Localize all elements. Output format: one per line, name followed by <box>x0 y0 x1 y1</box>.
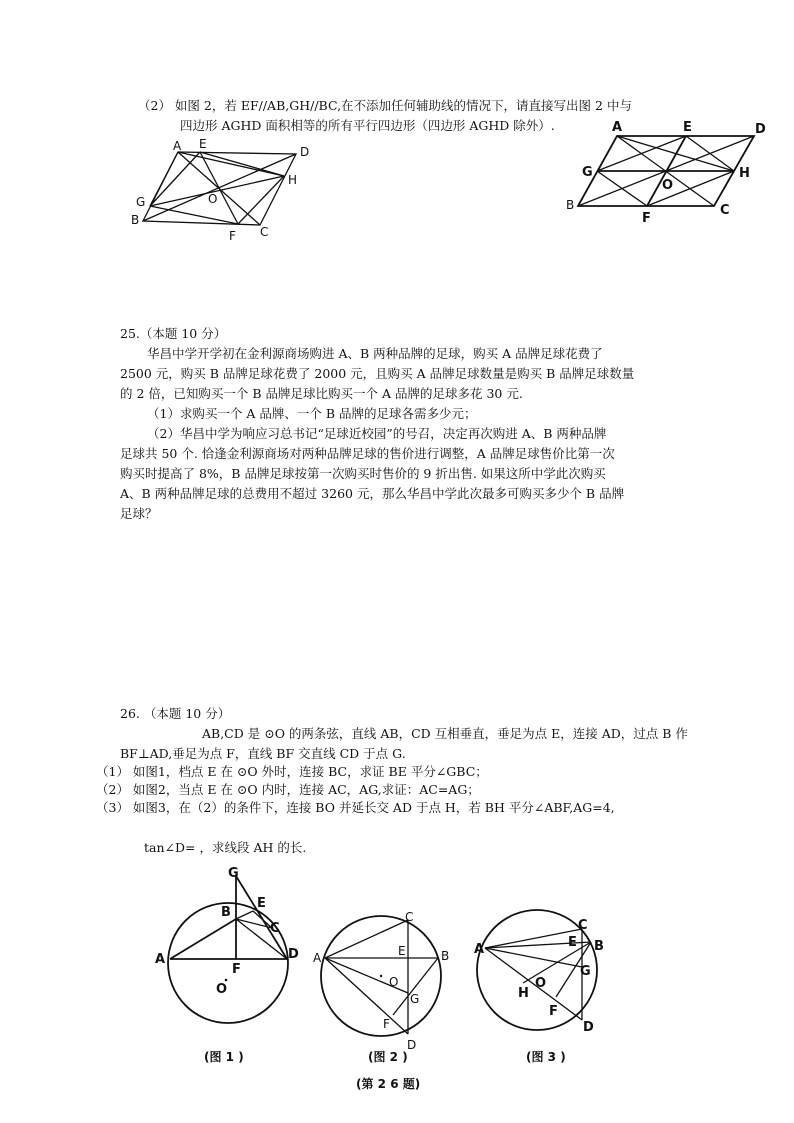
q25-line: 购买时提高了 8%，B 品牌足球按第一次购买时售价的 9 折出售. 如果这所中学此次购买 <box>120 466 606 481</box>
fig-right-label-F: F <box>642 211 651 226</box>
fig1-label-B: B <box>221 905 231 920</box>
fig1-caption: (图 1 ) <box>204 1050 244 1064</box>
fig1-label-O: O <box>216 982 228 997</box>
fig-right-label-B: B <box>566 198 575 212</box>
q25-part2: （2）华昌中学为响应习总书记“足球近校园”的号召，决定再次购进 A、B 两种品牌 <box>147 426 607 441</box>
fig3-label-G: G <box>580 964 591 979</box>
q25-header: 25.（本题 10 分） <box>120 326 227 341</box>
fig-left-label-O: O <box>208 192 218 206</box>
q25-line: 华昌中学开学初在金利源商场购进 A、B 两种品牌的足球，购买 A 品牌足球花费了 <box>147 346 603 361</box>
q26-header: 26. （本题 10 分） <box>120 706 231 721</box>
q25-part1: （1）求购买一个 A 品牌、一个 B 品牌的足球各需多少元； <box>147 406 477 421</box>
fig3-label-B: B <box>594 939 604 954</box>
q26-intro-line1: AB,CD 是 ⊙O 的两条弦，直线 AB，CD 互相垂直，垂足为点 E，连接 AD，过点 B 作 <box>202 726 688 741</box>
q26-item2: （2） 如图2，当点 E 在 ⊙O 内时，连接 AC，AG,求证：AC=AG； <box>96 782 480 797</box>
fig2-label-B: B <box>441 949 450 963</box>
fig-right-label-H: H <box>739 166 750 181</box>
fig-left-label-D: D <box>300 145 310 159</box>
fig3-label-A: A <box>474 942 485 957</box>
fig-left-label-H: H <box>288 173 298 187</box>
fig-left-label-E: E <box>199 137 207 151</box>
fig3-label-E: E <box>568 935 577 950</box>
fig2-label-E: E <box>398 944 406 958</box>
fig2-label-O: O <box>389 975 399 989</box>
fig2-label-C: C <box>405 910 414 924</box>
q25-line: 足球共 50 个. 恰逢金利源商场对两种品牌足球的售价进行调整，A 品牌足球售价比第一次 <box>120 446 615 461</box>
fig3-label-F: F <box>549 1004 558 1019</box>
fig-left-label-G: G <box>136 195 146 209</box>
fig2-label-D: D <box>407 1038 417 1052</box>
q26-tan-line: tan∠D= ，求线段 AH 的长. <box>144 840 307 855</box>
fig-left-label-F: F <box>229 229 236 243</box>
fig-right-label-C: C <box>720 203 730 218</box>
fig-left-label-C: C <box>260 225 269 239</box>
fig2-caption: (图 2 ) <box>368 1050 408 1064</box>
q25-line: 2500 元，购买 B 品牌足球花费了 2000 元，且购买 A 品牌足球数量是购买 B 品牌足球数量 <box>120 366 635 381</box>
fig2-label-G: G <box>410 992 420 1006</box>
fig1-label-E: E <box>257 896 266 911</box>
fig2-label-A: A <box>313 951 322 965</box>
fig-right-label-O: O <box>662 178 674 193</box>
fig1-label-G: G <box>228 866 239 881</box>
fig3-label-O: O <box>535 976 547 991</box>
fig3-label-H: H <box>518 986 529 1001</box>
q25-line: 的 2 倍，已知购买一个 B 品牌足球比购买一个 A 品牌的足球多花 30 元. <box>120 386 523 401</box>
fig1-label-C: C <box>270 921 280 936</box>
fig3-label-C: C <box>578 918 588 933</box>
fig-right-label-D: D <box>755 122 766 137</box>
fig-right-label-E: E <box>683 120 692 135</box>
fig1-label-F: F <box>232 962 241 977</box>
q26-item1: （1） 如图1，档点 E 在 ⊙O 外时，连接 BC，求证 BE 平分∠GBC； <box>96 764 488 779</box>
q24-part2-line1: （2） 如图 2，若 EF//AB,GH//BC,在不添加任何辅助线的情况下，请直接写出图 2 中与 <box>138 98 632 113</box>
fig-right-label-A: A <box>612 120 623 135</box>
q25-line: A、B 两种品牌足球的总费用不超过 3260 元，那么华昌中学此次最多可购买多少个 B 品牌 <box>120 486 625 501</box>
q24-part2-line2: 四边形 AGHD 面积相等的所有平行四边形（四边形 AGHD 除外）. <box>180 118 555 133</box>
fig1-label-A: A <box>155 952 166 967</box>
fig-left-label-A: A <box>173 139 182 153</box>
fig1-label-D: D <box>288 947 299 962</box>
fig-right-label-G: G <box>582 165 593 180</box>
q26-intro-line2: BF⊥AD,垂足为点 F，直线 BF 交直线 CD 于点 G. <box>120 746 406 761</box>
problem-caption: (第 2 6 题) <box>356 1077 421 1091</box>
fig2-label-F: F <box>383 1017 390 1031</box>
q26-item3: （3） 如图3，在（2）的条件下，连接 BO 并延长交 AD 于点 H，若 BH 平分∠ABF,AG=4, <box>96 800 615 815</box>
q25-line: 足球？ <box>120 506 158 521</box>
fig3-label-D: D <box>583 1020 594 1035</box>
fig-left-label-B: B <box>131 213 140 227</box>
fig3-caption: (图 3 ) <box>526 1050 566 1064</box>
